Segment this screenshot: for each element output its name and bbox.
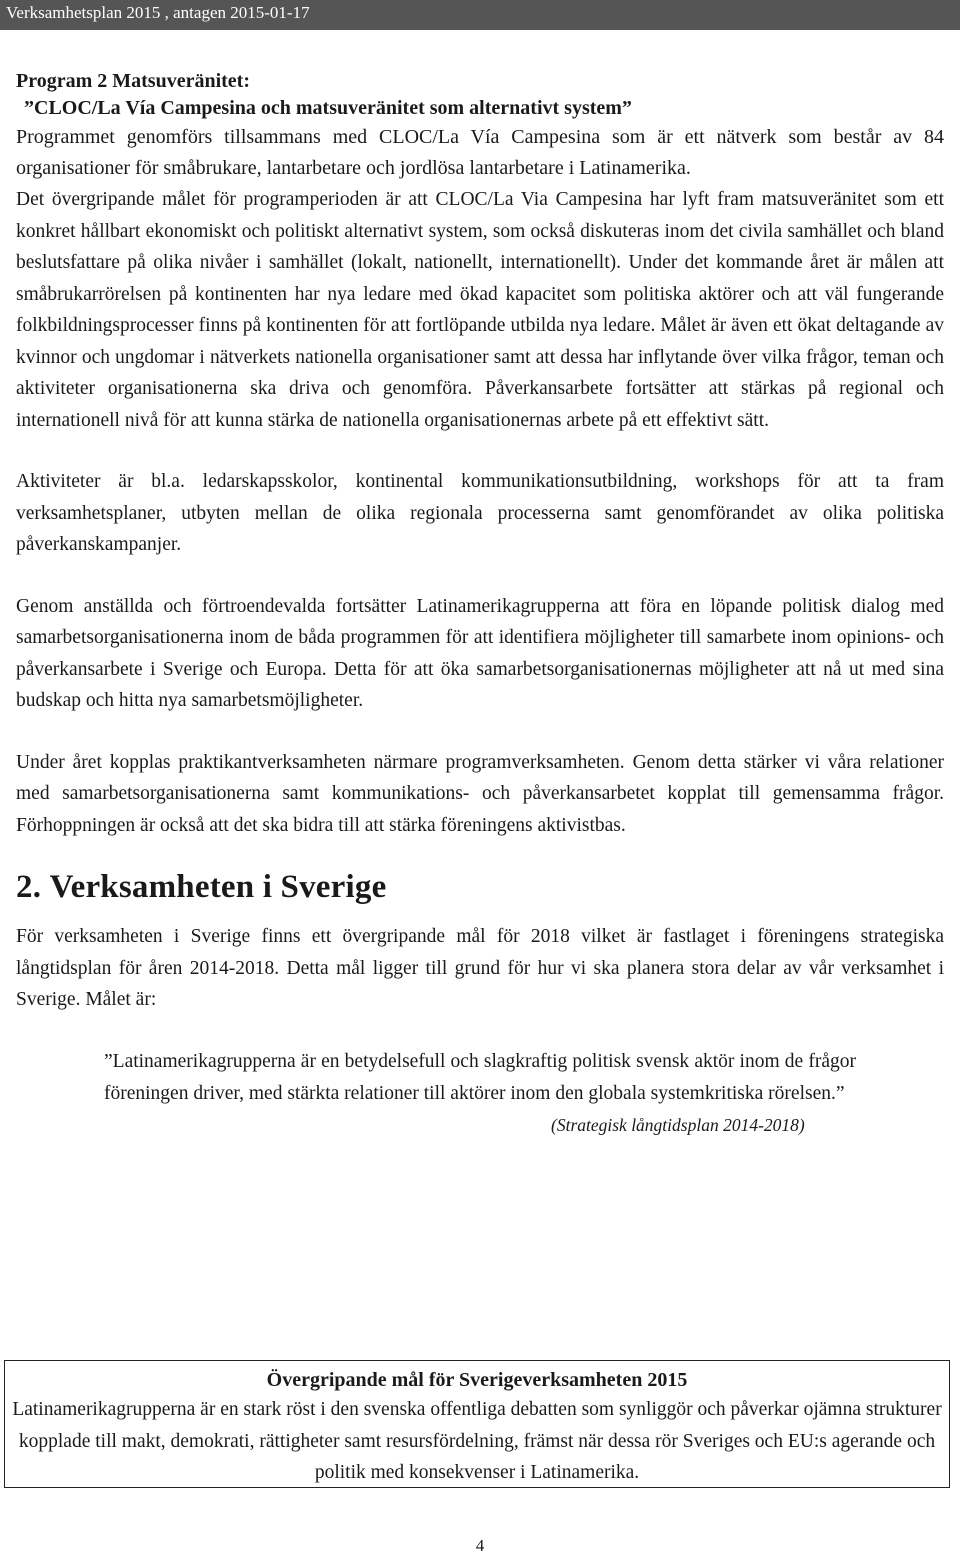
activities-paragraph: Aktiviteter är bl.a. ledarskapsskolor, kontinental kommunikationsutbildning, workshops för att ta fram verksamhetsplaner, utbyten mellan de olika regionala processerna samt genomförandet av olika politiska påverkanskampanjer.: [16, 471, 944, 555]
strategy-quote: ”Latinamerikagrupperna är en betydelsefull och slagkraftig politisk svensk aktör inom de frågor föreningen driver, med stärkta relationer till aktörer inom den globala systemkritiska rörelsen.”: [104, 1050, 856, 1104]
section-intro: För verksamheten i Sverige finns ett övergripande mål för 2018 vilket är fastlaget i föreningens strategiska långtidsplan för åren 2014-2018. Detta mål ligger till grund för hur vi ska planera stora delar av vår verksamhet i Sverige. Målet är:: [16, 926, 944, 1010]
goal-box: [4, 1360, 950, 1488]
section-number: 2.: [16, 869, 42, 905]
goal-box-title: Övergripande mål för Sverigeverksamheten 2015: [266, 1369, 688, 1391]
program-title: Program 2 Matsuveränitet:: [16, 70, 251, 92]
program-subtitle: ”CLOC/La Vía Campesina och matsuveränitet som alternativt system”: [24, 97, 632, 119]
running-header: [0, 0, 960, 30]
section-heading: [16, 865, 944, 909]
dialog-paragraph: Genom anställda och förtroendevalda fortsätter Latinamerikagrupperna att föra en löpande politisk dialog med samarbetsorganisationerna inom de båda programmen för att identifiera möjligheter till samarbete inom opinions- och påverkansarbete i Sverige och Europa. Detta för att öka samarbetsorganisationernas möjligheter att nå ut med sina budskap och hitta nya samarbetsmöjligheter.: [16, 595, 944, 711]
goal-box-body: Latinamerikagrupperna är en stark röst i den svenska offentliga debatten som synliggör och påverkar ojämna strukturer kopplade till makt, demokrati, rättigheter samt resursfördelning, främst när dessa rör Sveriges och EU:s agerande och politik med konsekvenser i Latinamerika.: [12, 1399, 942, 1483]
program-body-part1: Det övergripande målet för programperioden är att CLOC/La Via Campesina har lyft fram matsuveränitet som ett konkret hållbart ekonomiskt och politiskt alternativt system, som också diskuteras inom det civila samhället och bland beslutsfattare på olika nivåer i samhället (lokalt, nationellt, internationellt).: [16, 189, 944, 273]
internship-paragraph: Under året kopplas praktikantverksamheten närmare programverksamheten. Genom detta stärker vi våra relationer med samarbetsorganisationerna samt kommunikations- och påverkansarbetet kopplat till gemensamma frågor. Förhoppningen är också att det ska bidra till att stärka föreningens aktivistbas.: [16, 751, 944, 836]
program-intro: Programmet genomförs tillsammans med CLOC/La Vía Campesina som är ett nätverk som består av 84 organisationer för småbrukare, lantarbetare och jordlösa lantarbetare i Latinamerika.: [16, 126, 944, 179]
section-title-text: Verksamheten i Sverige: [49, 869, 387, 905]
page-content: [16, 68, 944, 1138]
program-body: [16, 184, 944, 436]
program-body-part2: Under det kommande året är målen att småbrukarrörelsen på kontinenten har nya ledare med ökad kapacitet som politiska aktörer och att väl fungerande folkbildningsprocesser finns på kontinenten för att fortlöpande utbilda nya ledare. Målet är även ett ökat deltagande av kvinnor och ungdomar i nätverkets nationella organisationer samt att dessa har inflytande över vilka frågor, teman och aktiviteter organisationerna ska driva och genomföra. Påverkansarbete fortsätter att stärkas på regional och internationell nivå för att kunna stärka de nationella organisationernas arbete på ett effektivt sätt.: [16, 252, 944, 431]
page-number: 4: [475, 1536, 485, 1555]
running-header-title: Verksamhetsplan 2015 , antagen 2015-01-17: [6, 3, 310, 22]
strategy-citation: (Strategisk långtidsplan 2014-2018): [551, 1114, 805, 1135]
